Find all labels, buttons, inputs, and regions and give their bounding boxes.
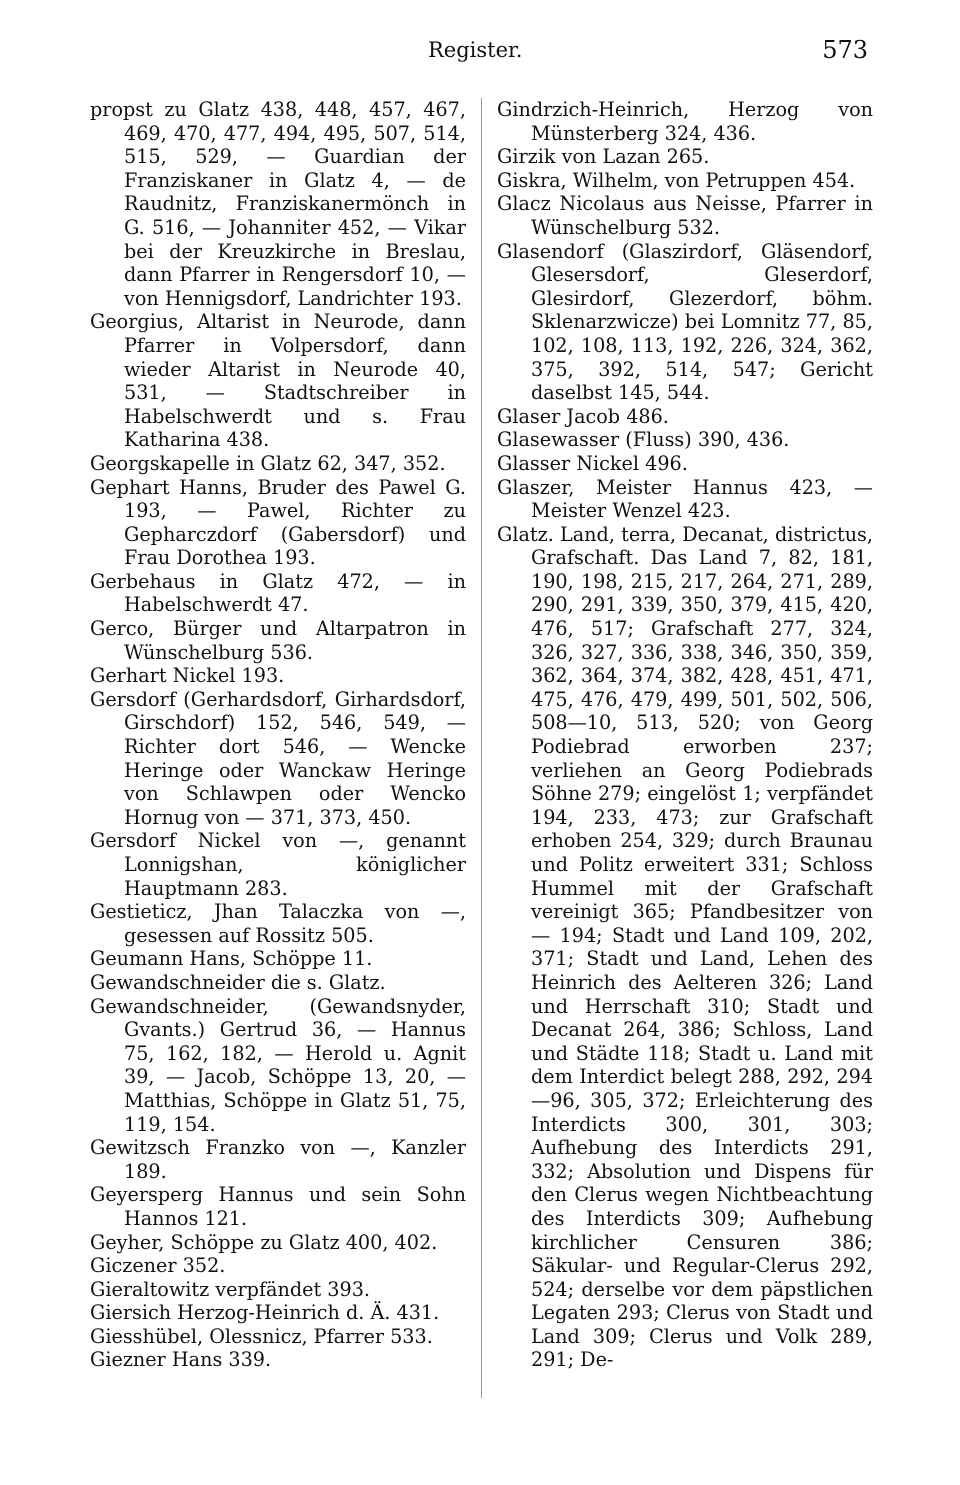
index-entry: Gersdorf (Gerhardsdorf, Girhardsdorf, Girschdorf) 152, 546, 549, — Richter dort 546, — Wencke Heringe oder Wanckaw Heringe von Schlawpen oder Wencko Hornug von — 371, 373, 450. (90, 687, 466, 829)
index-entry: Gerbehaus in Glatz 472, — in Habelschwerdt 47. (90, 569, 466, 617)
index-entry: Giezner Hans 339. (90, 1348, 272, 1372)
index-entry: Glacz Nicolaus aus Neisse, Pfarrer in Wünschelburg 532. (497, 192, 873, 239)
index-entry: Glaser Jacob 486. (497, 404, 669, 428)
index-entry: Gewandschneider, (Gewandsnyder, Gvants.) Gertrud 36, — Hannus 75, 162, 182, — Herold u. Agnit 39, — Jacob, Schöppe 13, 20, — Matthias, Schöppe in Glatz 51, 75, 119, 154. (90, 994, 466, 1136)
index-entry: Gersdorf Nickel von —, genannt Lonnigshan, königlicher Hauptmann 283. (90, 829, 466, 900)
index-entry: Girzik von Lazan 265. (497, 145, 710, 169)
index-entry: Glatz. Land, terra, Decanat, districtus, Grafschaft. Das Land 7, 82, 181, 190, 198, 215, 217, 264, 271, 289, 290, 291, 339, 350, 379, 415, 420, 476, 517; Grafschaft 277, 324, 326, 327, 336, 338, 346, 350, 359, 362, 364, 374, 382, 428, 451, 471, 475, 476, 479, 499, 501, 502, 506, 508—10, 513, 520; von Georg Podiebrad erworben 237; verliehen an Georg Podiebrads Söhne 279; eingelöst 1; verpfändet 194, 233, 473; zur Grafschaft erhoben 254, 329; durch Braunau und Politz erweitert 331; Schloss Hummel mit der Grafschaft vereinigt 365; Pfandbesitzer von — 194; Stadt und Land 109, 202, 371; Stadt und Land, Lehen des Heinrich des Aelteren 326; Land und Herrschaft 310; Stadt und Decanat 264, 386; Schloss, Land und Städte 118; Stadt u. Land mit dem Interdict belegt 288, 292, 294—96, 305, 372; Erleichterung des Interdicts 300, 301, 303; Aufhebung des Interdicts 291, 332; Absolution und Dispens für den Clerus wegen Nichtbeachtung des Interdicts 309; Aufhebung kirchlicher Censuren 386; Säkular- und Regular-Clerus 292, 524; derselbe vor dem päpstlichen Legaten 293; Clerus von Stadt und Land 309; Clerus und Volk 289, 291; De- (497, 522, 873, 1372)
index-entry: Giesshübel, Olessnicz, Pfarrer 533. (90, 1324, 433, 1348)
index-entry: Gewitzsch Franzko von —, Kanzler 189. (90, 1136, 466, 1183)
index-entry: propst zu Glatz 438, 448, 457, 467, 469, 470, 477, 494, 495, 507, 514, 515, 529, — Guardian der Franziskaner in Glatz 4, — de Raudnitz, Franziskanermönch in G. 516, — Johanniter 452, — Vikar bei der Kreuzkirche in Breslau, dann Pfarrer in Rengersdorf 10, — von Hennigsdorf, Landrichter 193. (90, 98, 466, 310)
index-entry: Glaszer, Meister Hannus 423, — Meister Wenzel 423. (497, 475, 873, 523)
page-header (90, 38, 880, 78)
running-title: Register. (428, 38, 523, 62)
index-entry: Giskra, Wilhelm, von Petruppen 454. (497, 168, 856, 192)
index-entry: Giersich Herzog-Heinrich d. Ä. 431. (90, 1301, 440, 1325)
index-entry: Gewandschneider die s. Glatz. (90, 970, 386, 994)
index-entry: Geyher, Schöppe zu Glatz 400, 402. (90, 1230, 438, 1254)
index-entry: Georgskapelle in Glatz 62, 347, 352. (90, 451, 446, 475)
index-entry: Gerhart Nickel 193. (90, 664, 285, 688)
index-entry: Geyersperg Hannus und sein Sohn Hannos 121. (90, 1183, 466, 1230)
index-entry: Glasendorf (Glaszirdorf, Gläsendorf, Glesersdorf, Gleserdorf, Glesirdorf, Glezerdorf, böhm. Sklenarzwicze) bei Lomnitz 77, 85, 102, 108, 113, 192, 226, 324, 362, 375, 392, 514, 547; Gericht daselbst 145, 544. (497, 239, 873, 405)
index-entry: Gephart Hanns, Bruder des Pawel G. 193, — Pawel, Richter zu Gepharczdorf (Gabersdorf) und Frau Dorothea 193. (90, 475, 466, 570)
index-entry: Gindrzich-Heinrich, Herzog von Münsterberg 324, 436. (497, 98, 873, 145)
index-entry: Giczener 352. (90, 1254, 226, 1278)
index-entry: Gestieticz, Jhan Talaczka von —, gesessen auf Rossitz 505. (90, 900, 466, 947)
index-entry: Glasewasser (Fluss) 390, 436. (497, 428, 790, 452)
index-entry: Georgius, Altarist in Neurode, dann Pfarrer in Volpersdorf, dann wieder Altarist in Neurode 40, 531, — Stadtschreiber in Habelschwerdt und s. Frau Katharina 438. (90, 310, 466, 452)
index-entry: Geumann Hans, Schöppe 11. (90, 947, 373, 971)
index-entry: Gerco, Bürger und Altarpatron in Wünschelburg 536. (90, 617, 466, 664)
column-divider (481, 98, 482, 1398)
index-entry: Gieraltowitz verpfändet 393. (90, 1277, 371, 1301)
index-entry: Glasser Nickel 496. (497, 451, 688, 475)
page-number: 573 (822, 36, 868, 64)
right-column (497, 98, 873, 1372)
left-column (90, 98, 466, 1372)
